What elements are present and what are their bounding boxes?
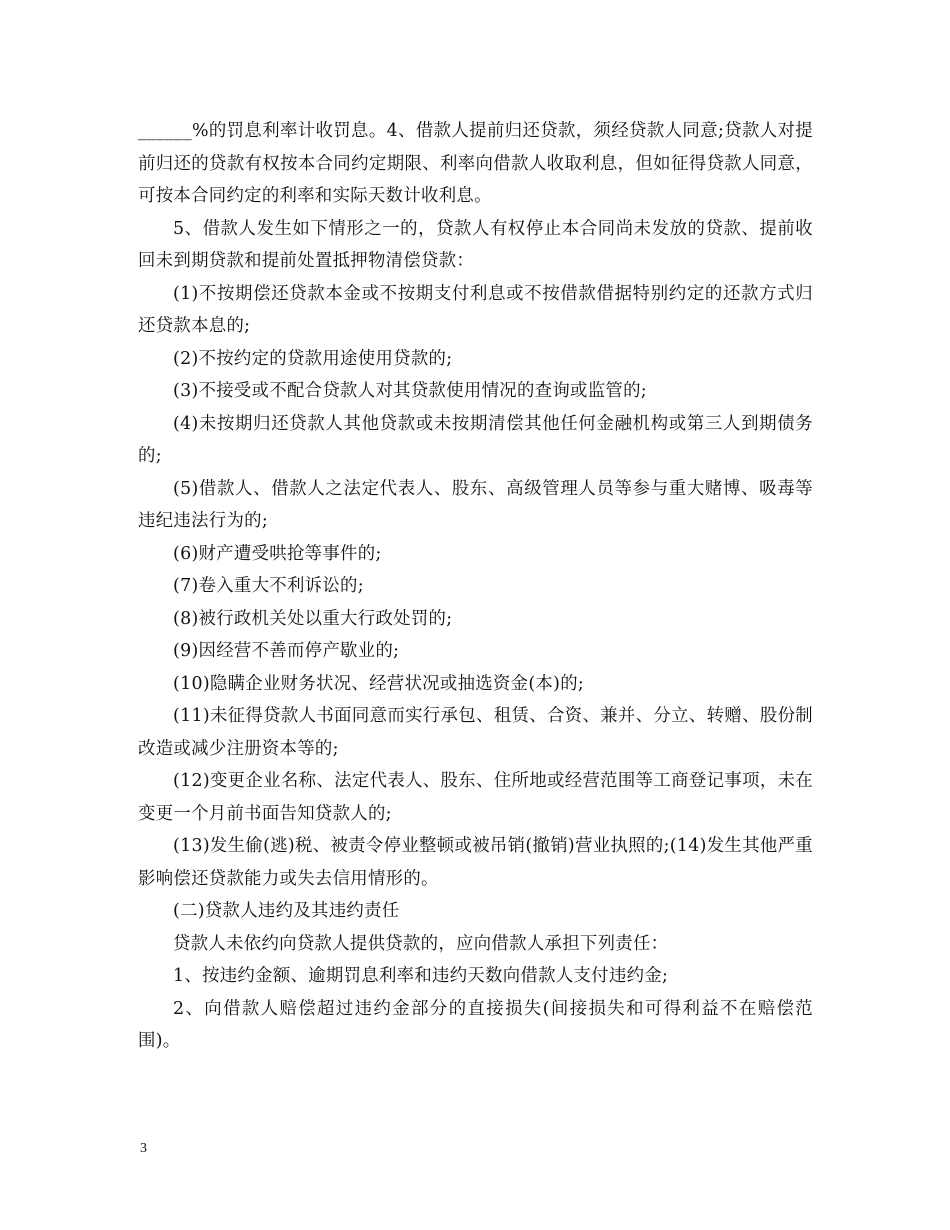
paragraph: (9)因经营不善而停产歇业的;	[173, 641, 400, 661]
paragraph: (10)隐瞒企业财务状况、经营状况或抽选资金(本)的;	[173, 673, 585, 694]
paragraph: 5、借款人发生如下情形之一的，贷款人有权停止本合同尚未发放的贷款、提前收回未到期贷款和提前处置抵押物清偿贷款：	[138, 218, 813, 271]
section-heading: (二)贷款人违约及其违约责任	[173, 901, 400, 921]
paragraph: 贷款人未依约向贷款人提供贷款的，应向借款人承担下列责任：	[173, 933, 669, 954]
paragraph: (8)被行政机关处以重大行政处罚的;	[173, 608, 453, 629]
paragraph: (1)不按期偿还贷款本金或不按期支付利息或不按借款借据特别约定的还款方式归还贷款本息的;	[138, 283, 813, 336]
paragraph: (5)借款人、借款人之法定代表人、股东、高级管理人员等参与重大赌博、吸毒等违纪违法行为的;	[138, 478, 813, 531]
paragraph: 2、向借款人赔偿超过违约金部分的直接损失(间接损失和可得利益不在赔偿范围)。	[138, 998, 813, 1051]
paragraph: 1、按违约金额、逾期罚息利率和违约天数向借款人支付违约金;	[173, 966, 669, 986]
paragraph: (12)变更企业名称、法定代表人、股东、住所地或经营范围等工商登记事项，未在变更一个月前书面告知贷款人的;	[138, 771, 813, 824]
document-body	[138, 115, 813, 1058]
paragraph: ______%的罚息利率计收罚息。4、借款人提前归还贷款，须经贷款人同意;贷款人对提前归还的贷款有权按本合同约定期限、利率向借款人收取利息，但如征得贷款人同意，可按本合同约定的利率和实际天数计收利息。	[138, 121, 813, 206]
paragraph: (3)不接受或不配合贷款人对其贷款使用情况的查询或监管的;	[173, 381, 647, 401]
page-number: 3	[140, 1141, 147, 1156]
paragraph: (13)发生偷(逃)税、被责令停业整顿或被吊销(撤销)营业执照的;(14)发生其他严重影响偿还贷款能力或失去信用情形的。	[138, 836, 813, 889]
paragraph: (11)未征得贷款人书面同意而实行承包、租赁、合资、兼并、分立、转赠、股份制改造或减少注册资本等的;	[138, 706, 813, 759]
paragraph: (2)不按约定的贷款用途使用贷款的;	[173, 348, 453, 369]
paragraph: (7)卷入重大不利诉讼的;	[173, 576, 364, 596]
paragraph: (4)未按期归还贷款人其他贷款或未按期清偿其他任何金融机构或第三人到期债务的;	[138, 413, 813, 466]
paragraph: (6)财产遭受哄抢等事件的;	[173, 543, 382, 564]
